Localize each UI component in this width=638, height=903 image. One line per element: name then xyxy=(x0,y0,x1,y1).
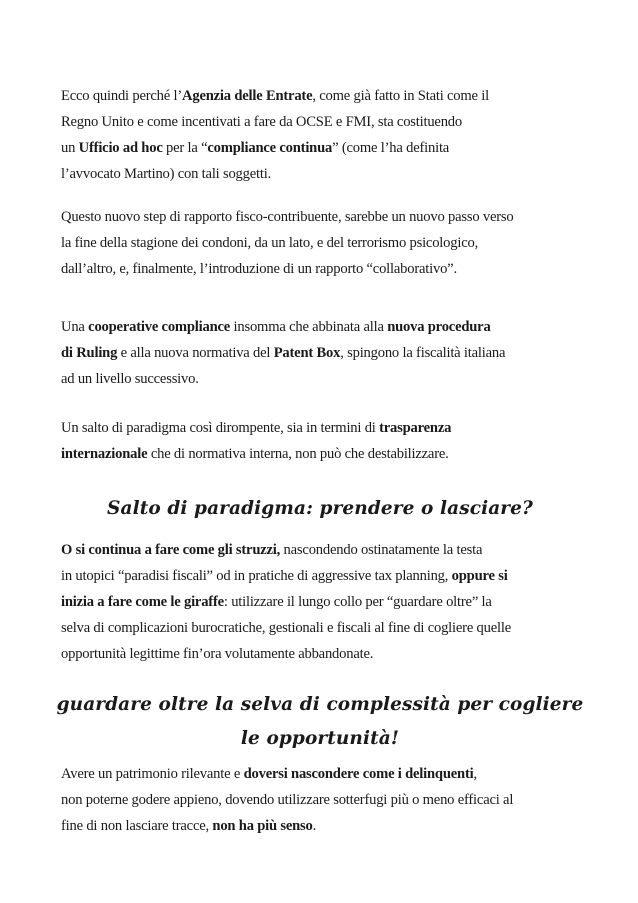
text-line xyxy=(61,415,581,441)
paragraph-agenzia-entrate xyxy=(61,83,581,187)
text-line xyxy=(61,787,581,813)
bold-text: di Ruling xyxy=(61,345,118,361)
text-line xyxy=(61,641,581,667)
section-heading-guardare-oltre xyxy=(40,688,600,756)
text-run: , xyxy=(473,766,477,782)
text-line xyxy=(61,314,581,340)
text-line xyxy=(61,230,581,256)
text-run: e alla nuova normativa del xyxy=(117,345,274,361)
text-line xyxy=(61,615,581,641)
bold-text: nuova procedura xyxy=(387,319,491,335)
heading-line: guardare oltre la selva di complessità per cogliere xyxy=(56,694,584,715)
text-line xyxy=(61,135,581,161)
text-line xyxy=(61,204,581,230)
bold-text: inizia a fare come le giraffe xyxy=(61,594,224,610)
heading-line: Salto di paradigma: prendere o lasciare? xyxy=(107,498,533,519)
text-run: Avere un patrimonio rilevante e xyxy=(61,766,244,782)
text-run: l’avvocato Martino) con tali soggetti. xyxy=(61,166,272,182)
text-line xyxy=(61,366,581,392)
bold-text: non ha più senso xyxy=(212,818,313,834)
bold-text: Agenzia delle Entrate xyxy=(182,88,313,104)
text-run: che di normativa interna, non può che destabilizzare. xyxy=(147,446,449,462)
text-run: per la “ xyxy=(162,140,208,156)
text-run: non poterne godere appieno, dovendo utilizzare sotterfugi più o meno efficaci al xyxy=(61,792,514,808)
bold-text: Patent Box xyxy=(273,345,341,361)
paragraph-rapporto-fisco xyxy=(61,204,581,282)
text-run: in utopici “paradisi fiscali” od in pratiche di aggressive tax planning, xyxy=(61,568,452,584)
bold-text: O si continua a fare come gli struzzi, xyxy=(61,542,281,558)
paragraph-salto-paradigma xyxy=(61,415,581,467)
text-run: dall’altro, e, finalmente, l’introduzione di un rapporto “collaborativo”. xyxy=(61,261,457,277)
bold-text: doversi nascondere come i delinquenti xyxy=(243,766,474,782)
text-run: Regno Unito e come incentivati a fare da OCSE e FMI, sta costituendo xyxy=(61,114,463,130)
text-line xyxy=(61,761,581,787)
text-line xyxy=(61,340,581,366)
text-line xyxy=(61,537,581,563)
text-run: la fine della stagione dei condoni, da un lato, e del terrorismo psicologico, xyxy=(61,235,479,251)
paragraph-cooperative-compliance xyxy=(61,314,581,392)
text-run: insomma che abbinata alla xyxy=(230,319,388,335)
bold-text: Ufficio ad hoc xyxy=(78,140,163,156)
section-heading-salto-di-paradigma xyxy=(40,492,600,526)
text-line xyxy=(61,83,581,109)
text-run: nascondendo ostinatamente la testa xyxy=(280,542,483,558)
text-run: , come già fatto in Stati come il xyxy=(312,88,489,104)
text-run: ” (come l’ha definita xyxy=(332,140,450,156)
bold-text: compliance continua xyxy=(207,140,333,156)
text-run: selva di complicazioni burocratiche, gestionali e fiscali al fine di cogliere quelle xyxy=(61,620,512,636)
text-run: Una xyxy=(61,319,89,335)
text-run: . xyxy=(312,818,317,834)
text-line xyxy=(61,256,581,282)
text-line xyxy=(61,441,581,467)
text-run: opportunità legittime fin’ora volutamente abbandonate. xyxy=(61,646,374,662)
bold-text: cooperative compliance xyxy=(88,319,231,335)
text-run: Questo nuovo step di rapporto fisco-contribuente, sarebbe un nuovo passo verso xyxy=(61,209,514,225)
text-run: Ecco quindi perché l’ xyxy=(61,88,183,104)
paragraph-patrimonio xyxy=(61,761,581,839)
text-run: ad un livello successivo. xyxy=(61,371,199,387)
bold-text: internazionale xyxy=(61,446,148,462)
text-line xyxy=(61,161,581,187)
paragraph-struzzi-giraffe xyxy=(61,537,581,667)
text-line xyxy=(61,563,581,589)
bold-text: trasparenza xyxy=(379,420,452,436)
text-run: un xyxy=(61,140,79,156)
heading-line: le opportunità! xyxy=(240,728,400,749)
text-line xyxy=(61,813,581,839)
text-line xyxy=(61,589,581,615)
text-run: fine di non lasciare tracce, xyxy=(61,818,213,834)
text-run: : utilizzare il lungo collo per “guardare oltre” la xyxy=(223,594,492,610)
text-line xyxy=(61,109,581,135)
bold-text: oppure si xyxy=(451,568,508,584)
text-run: Un salto di paradigma così dirompente, sia in termini di xyxy=(61,420,380,436)
text-run: , spingono la fiscalità italiana xyxy=(340,345,506,361)
